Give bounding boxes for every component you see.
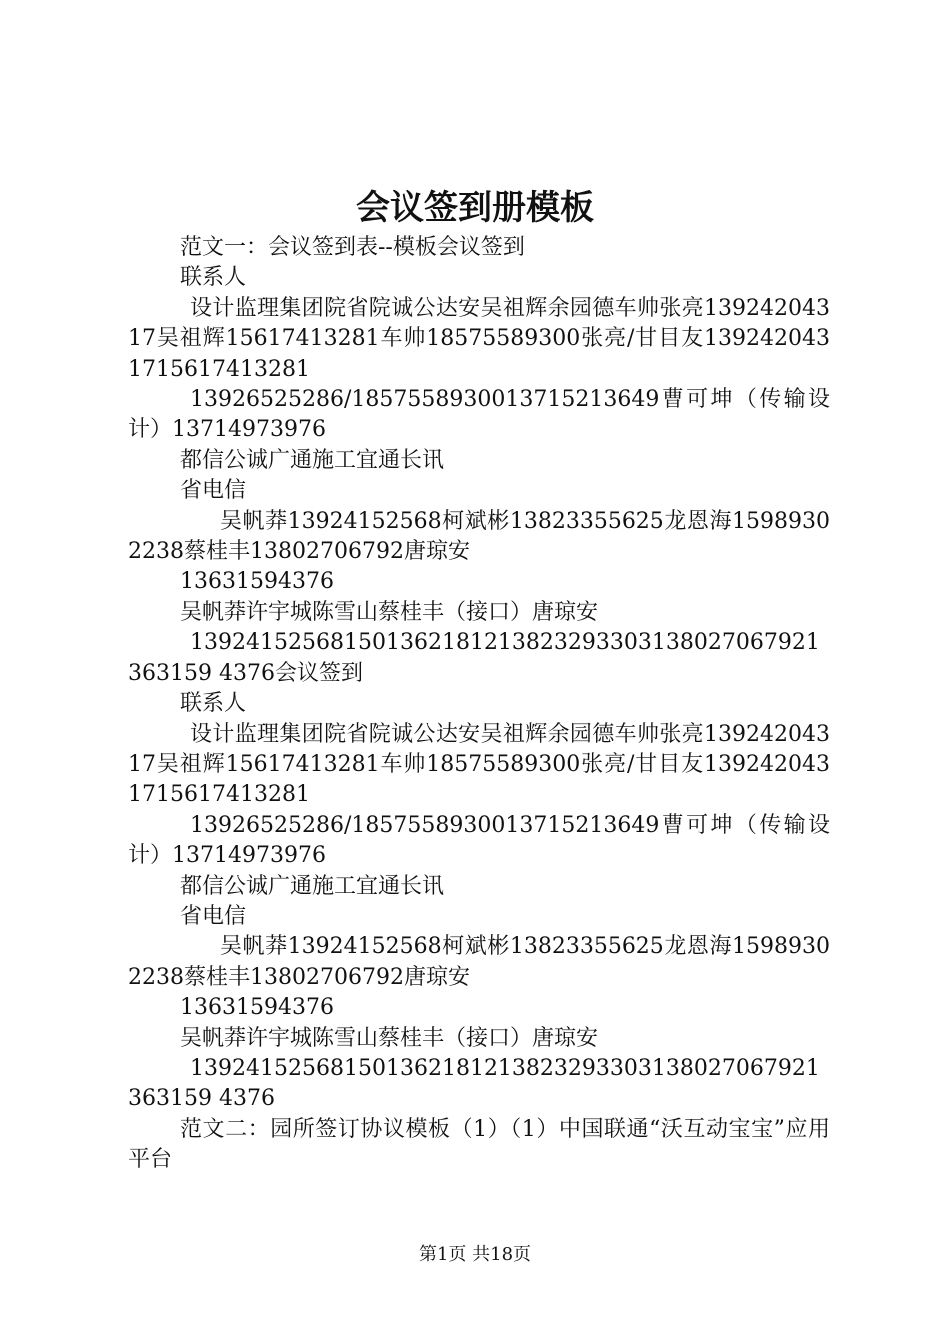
document-title: 会议签到册模板	[356, 188, 594, 228]
paragraph: 设计监理集团院省院诚公达安吴祖辉余园德车帅张亮13924204317吴祖辉15617413281车帅18575589300张亮/甘目友1392420431715617413281	[128, 721, 830, 808]
paragraph: 联系人	[180, 691, 247, 717]
paragraph: 省电信	[180, 903, 247, 929]
document-body	[128, 233, 830, 1176]
paragraph: 13926525286/18575589300137152136​49曹可坤（传输设计）13714973976	[128, 812, 830, 869]
paragraph-heading-2: 范文二：园所签订协议模板（1）（1）中国联通“沃互动宝宝”应用平台	[128, 1116, 830, 1173]
paragraph: 省电信	[180, 478, 247, 504]
paragraph: 13926525286/18575589300137152136​49曹可坤（传输设计）13714973976	[128, 387, 830, 443]
paragraph: 13631594376	[180, 995, 334, 1021]
paragraph: 139241525681501362181213823293303138027067921363159 4376	[128, 1055, 820, 1112]
paragraph: 都信公诚广通施工宜通长讯	[180, 447, 445, 473]
paragraph: 吴帆莽许宇城陈雪山蔡桂丰（接口）唐琼安	[180, 1025, 599, 1051]
paragraph: 设计监理集团院省院诚公达安吴祖辉余园德车帅张亮13924204317吴祖辉15617413281车帅18575589300张亮/甘目友1392420431715617413281	[128, 295, 830, 382]
paragraph: 联系人	[180, 265, 247, 291]
paragraph: 吴帆莽许宇城陈雪山蔡桂丰（接口）唐琼安	[180, 599, 599, 625]
page-footer: 第1页 共18页	[418, 1244, 532, 1265]
paragraph: 吴帆莽13924152568柯斌彬13823355625龙恩海15989302238蔡桂丰13802706792唐琼安	[128, 934, 830, 990]
paragraph: 13631594376	[180, 569, 334, 595]
paragraph: 吴帆莽13924152568柯斌彬13823355625龙恩海15989302238蔡桂丰13802706792唐琼安	[128, 508, 830, 565]
paragraph: 139241525681501362181213823293303138027067921363159 4376会议签到	[128, 630, 820, 686]
paragraph: 都信公诚广通施工宜通长讯	[180, 873, 445, 899]
paragraph-heading-1: 范文一：会议签到表--模板会议签到	[180, 235, 525, 260]
